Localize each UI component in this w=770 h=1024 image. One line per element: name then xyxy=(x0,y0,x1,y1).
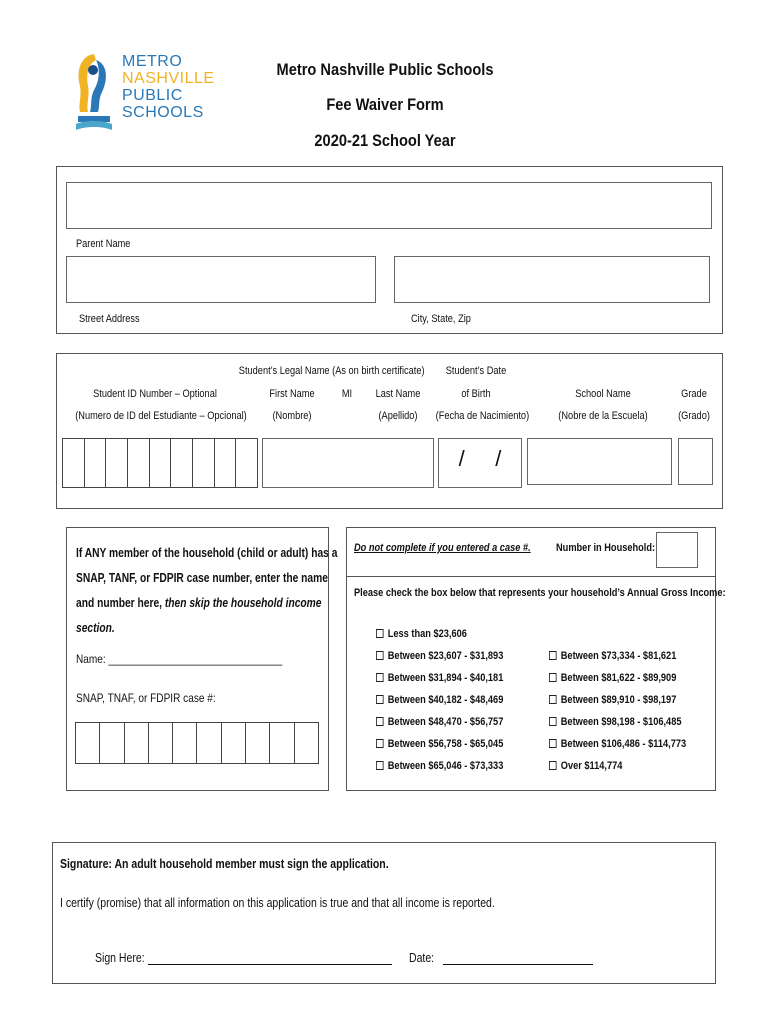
case-digit-box[interactable] xyxy=(222,723,246,763)
logo-text-schools: SCHOOLS xyxy=(122,104,204,121)
logo-text-public: PUBLIC xyxy=(122,87,183,104)
income-option[interactable]: Between $106,486 - $114,773 xyxy=(549,738,686,760)
page-title: Metro Nashville Public Schools xyxy=(276,60,494,79)
dob-label-2: of Birth xyxy=(461,388,491,400)
student-id-digit-box[interactable] xyxy=(85,439,107,487)
sign-here-label: Sign Here: xyxy=(95,951,145,965)
student-id-digit-box[interactable] xyxy=(128,439,150,487)
last-name-label: Last Name xyxy=(375,388,421,400)
student-id-digit-box[interactable] xyxy=(150,439,172,487)
last-name-label-es: (Apellido) xyxy=(378,410,418,422)
dob-label-1: Student’s Date xyxy=(445,365,507,377)
parent-name-label: Parent Name xyxy=(76,238,131,250)
student-id-digit-box[interactable] xyxy=(63,439,85,487)
student-name-input[interactable] xyxy=(262,438,434,488)
snap-name-label: Name: xyxy=(76,652,106,666)
school-name-label: School Name xyxy=(575,388,631,400)
case-digit-box[interactable] xyxy=(295,723,318,763)
income-option[interactable]: Between $81,622 - $89,909 xyxy=(549,672,686,694)
student-id-digit-box[interactable] xyxy=(215,439,237,487)
first-name-label: First Name xyxy=(269,388,315,400)
student-id-digit-box[interactable] xyxy=(193,439,215,487)
household-count-label: Number in Household: xyxy=(556,542,656,554)
household-count-input[interactable] xyxy=(656,532,698,568)
student-id-input[interactable] xyxy=(62,438,258,488)
do-not-complete-note: Do not complete if you entered a case #. xyxy=(354,542,531,554)
student-id-digit-box[interactable] xyxy=(171,439,193,487)
certify-statement: I certify (promise) that all information on this application is true and that all income is reported. xyxy=(60,896,495,910)
dob-separators: / / xyxy=(458,446,502,471)
grade-label: Grade xyxy=(681,388,707,400)
checkbox-icon[interactable] xyxy=(376,739,384,748)
date-label: Date: xyxy=(409,951,435,965)
snap-instructions xyxy=(76,541,338,641)
school-name-input[interactable] xyxy=(527,438,672,485)
income-option[interactable]: Over $114,774 xyxy=(549,760,686,782)
case-digit-box[interactable] xyxy=(197,723,221,763)
checkbox-icon[interactable] xyxy=(376,629,384,638)
street-address-label: Street Address xyxy=(79,313,140,325)
snap-name-row xyxy=(76,652,282,666)
snap-case-input[interactable] xyxy=(75,722,319,764)
income-option[interactable]: Between $48,470 - $56,757 xyxy=(376,716,503,738)
dob-label-es: (Fecha de Nacimiento) xyxy=(435,410,530,422)
checkbox-icon[interactable] xyxy=(549,761,557,770)
school-year: 2020-21 School Year xyxy=(314,131,456,150)
mi-label: MI xyxy=(341,388,353,400)
case-digit-box[interactable] xyxy=(76,723,100,763)
case-digit-box[interactable] xyxy=(270,723,294,763)
logo xyxy=(74,50,215,140)
city-state-zip-input[interactable] xyxy=(394,256,710,303)
checkbox-icon[interactable] xyxy=(549,651,557,660)
income-option[interactable]: Between $40,182 - $48,469 xyxy=(376,694,503,716)
logo-text-nashville: NASHVILLE xyxy=(122,70,215,87)
snap-text-1: If ANY member of the household (child or adult) has a xyxy=(76,546,338,560)
income-option[interactable]: Between $31,894 - $40,181 xyxy=(376,672,503,694)
grade-label-es: (Grado) xyxy=(678,410,710,422)
income-option[interactable]: Less than $23,606 xyxy=(376,628,503,650)
case-digit-box[interactable] xyxy=(246,723,270,763)
checkbox-icon[interactable] xyxy=(376,651,384,660)
parent-name-input[interactable] xyxy=(66,182,712,229)
signature-line-input[interactable] xyxy=(148,949,392,965)
snap-text-2: SNAP, TANF, or FDPIR case number, enter the name xyxy=(76,571,328,585)
student-id-label: Student ID Number – Optional xyxy=(93,388,217,400)
snap-name-input[interactable]: _______________________________ xyxy=(108,652,283,666)
checkbox-icon[interactable] xyxy=(376,761,384,770)
income-option[interactable]: Between $56,758 - $65,045 xyxy=(376,738,503,760)
income-instruction: Please check the box below that represents your household’s Annual Gross Income: xyxy=(354,587,726,599)
grade-input[interactable] xyxy=(678,438,713,485)
date-line-input[interactable] xyxy=(443,949,593,965)
student-id-label-es: (Numero de ID del Estudiante – Opcional) xyxy=(75,410,247,422)
first-name-label-es: (Nombre) xyxy=(272,410,312,422)
school-name-label-es: (Nobre de la Escuela) xyxy=(558,410,648,422)
checkbox-icon[interactable] xyxy=(549,673,557,682)
income-option[interactable]: Between $73,334 - $81,621 xyxy=(549,650,686,672)
checkbox-icon[interactable] xyxy=(549,717,557,726)
income-options-right xyxy=(549,650,712,782)
checkbox-icon[interactable] xyxy=(376,673,384,682)
checkbox-icon[interactable] xyxy=(376,695,384,704)
case-digit-box[interactable] xyxy=(173,723,197,763)
income-option[interactable]: Between $23,607 - $31,893 xyxy=(376,650,503,672)
checkbox-icon[interactable] xyxy=(376,717,384,726)
snap-text-4: section. xyxy=(76,621,115,635)
case-digit-box[interactable] xyxy=(100,723,124,763)
income-divider xyxy=(346,576,716,577)
logo-text-metro: METRO xyxy=(122,53,183,70)
student-id-digit-box[interactable] xyxy=(106,439,128,487)
legal-name-header: Student’s Legal Name (As on birth certificate) xyxy=(238,365,425,377)
snap-text-3-italic: then skip the household income xyxy=(164,596,322,610)
signature-heading: Signature: An adult household member must sign the application. xyxy=(60,857,389,871)
income-option[interactable]: Between $98,198 - $106,485 xyxy=(549,716,686,738)
city-state-zip-label: City, State, Zip xyxy=(411,313,471,325)
income-options-left xyxy=(376,628,528,782)
snap-case-label: SNAP, TNAF, or FDPIR case #: xyxy=(76,691,216,705)
student-id-digit-box[interactable] xyxy=(236,439,257,487)
income-option[interactable]: Between $65,046 - $73,333 xyxy=(376,760,503,782)
case-digit-box[interactable] xyxy=(149,723,173,763)
case-digit-box[interactable] xyxy=(125,723,149,763)
income-option[interactable]: Between $89,910 - $98,197 xyxy=(549,694,686,716)
checkbox-icon[interactable] xyxy=(549,739,557,748)
checkbox-icon[interactable] xyxy=(549,695,557,704)
form-title: Fee Waiver Form xyxy=(326,95,444,114)
snap-text-3: and number here, xyxy=(76,596,163,610)
street-address-input[interactable] xyxy=(66,256,376,303)
logo-emblem-icon xyxy=(74,50,114,136)
